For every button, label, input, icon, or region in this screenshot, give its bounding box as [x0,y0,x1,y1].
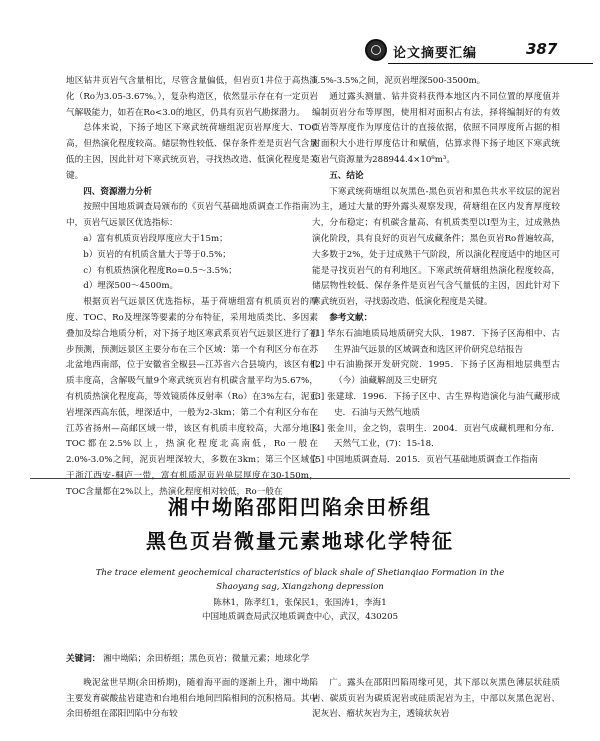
paragraph: 总体来说，下扬子地区下寒武统荷塘组泥页岩厚度大、TOC高，但热演化程度较高。储层物性较低、保存条件差是页岩气含量低的主因，因此针对下寒武统页岩，寻找热改造、低演化程度是关键。 [66,123,318,181]
journal-seal-logo-icon [365,39,387,61]
reference-item: [3] 张建球．1996．下扬子区中、古生界构造演化与油气藏形成史．石油与天然气地质 [312,391,560,418]
paragraph: 1.5%-3.5%之间，泥页岩埋深500-3500m。 [312,76,486,86]
body-left-column [66,676,318,723]
section-heading: 四、资源潜力分析 [83,186,152,197]
paragraph: 晚泥盆世早期(余田桥期)，随着海平面的逐渐上升，湘中坳陷主要发育碳酸盐岩建造和台地相台地间凹陷相间的沉积格局。其中余田桥组在邵阳凹陷中分布较 [66,678,318,719]
english-title [0,566,600,594]
reference-item: [5] 中国地质调查局．2015．页岩气基础地质调查工作指南 [312,455,538,466]
paragraph: 广。露头在邵阳凹陷周缘可见，其下部以灰黑色薄层状硅质岩、碳质页岩为碳质泥岩或硅质泥岩为主，中部以灰黑色泥岩、泥灰岩、瘤状灰岩为主，透镜状灰岩 [312,678,560,719]
keywords-line [66,652,556,666]
reference-item: [2] 中石油勘探开发研究院．1995．下扬子区海相地层典型古（今）油藏解剖及三史研究 [312,360,560,387]
header-rule [388,63,593,64]
body-right-column [312,676,560,723]
paragraph: 根据页岩气远景区优选指标，基于荷塘组富有机质页岩的厚度、TOC、Ro及埋深等要素的分布特征，采用地质类比、多因素叠加及综合地质分析，对下扬子地区寒武系页岩气远景区进行了初步预测，预测远景区主要分布在三个区域：第一个有利区分布在苏北盆地西南部，位于安徽省全椒县—江苏省六合县境内，该区有机质丰度高，含解吸气量9个寒武统页岩有机碳含量平均为5.67%，有机质热演化程度高，等效镜质体反射率（Ro）在3%左右，泥页岩埋深西高东低，埋深适中，一般为2-3km；第二个有利区分布在江苏省扬州—高邮区域一带，该区有机质丰度较高，大部分地区TOC都在2.5%以上，热演化程度北高南低，Ro一般在2.0%-3.0%之间，泥页岩埋深较大，多数在3km；第三个区域位于浙江西安-桐庐一带，富有机质泥页岩单层厚度在30-150m，TOC含量都在2%以上，热演化程度相对较低，Ro一般在 [66,297,318,497]
page-header [0,0,600,64]
running-header-title: 论文摘要汇编 [393,46,478,61]
article-title-block [0,490,600,624]
criteria-item: b）页岩的有机质含量大于等于0.5%； [83,249,231,260]
page-number: 387 [526,40,558,58]
right-column [312,74,560,469]
section-divider [30,478,570,479]
keywords-text: 湘中坳陷；余田桥组；黑色页岩；微量元素；地球化学 [103,654,310,664]
english-title-line-2: Shaoyang sag, Xiangzhong depression [216,582,384,592]
article-title-line-2: 黑色页岩微量元素地球化学特征 [146,529,454,553]
references-heading: 参考文献： [329,312,373,323]
reference-item: [1] 华东石油地质局地质研究大队．1987．下扬子区海相中、古生界油气远景的区域调查和选区评价研究总结报告 [312,328,560,355]
criteria-item: a）富有机质页岩段厚度应大于15m； [83,233,228,244]
affiliation: 中国地质调查局武汉地质调查中心，武汉，430205 [201,612,399,622]
paragraph: 下寒武统荷塘组以灰黑色-黑色页岩和黑色共水平纹层的泥岩为主，通过大量的野外露头观察发现，荷塘组在区内发育厚度较大，分布稳定；有机碳含量高、有机质类型以Ⅰ型为主，过成熟热演化阶段，具有良好的页岩气成藏条件；黑色页岩Ro普遍较高，大多数于2%，处于过成熟干气阶段，所以演化程度适中的地区可能是寻找页岩气的有利地区。下寒武统荷塘组热演化程度较高，储层物性较低、保存条件是页岩气含气量低的主因，因此针对下寒武统页岩，寻找弱改造、低演化程度是关键。 [312,186,560,308]
left-column [66,74,318,501]
criteria-item: d）埋深500～4500m。 [83,281,179,292]
english-title-line-1: The trace element geochemical characteristics of black shale of Shetianqiao Formation in the [95,568,505,578]
reference-item: [4] 张金川，金之钧，袁明生．2004．页岩气成藏机理和分布．天然气工业，(7)：15-18． [312,423,560,450]
paragraph: 按照中国地质调查局颁布的《页岩气基础地质调查工作指南》中，页岩气远景区优选指标： [66,202,318,229]
paragraph: 地区钻井页岩气含量相比，尽管含量偏低，但岩页1井位于高热演化（Ro为3.05-3.67%。），复杂构造区，依然显示存在有一定页岩气解吸能力，如若在Ro<3.0的地区，仍具有页岩气勘探潜力。 [66,76,318,118]
keywords-label: 关键词： [66,654,101,664]
article-title-line-1: 湘中坳陷邵阳凹陷余田桥组 [168,495,432,519]
section-heading: 五、结论 [329,170,364,181]
authors: 陈林1，陈孝红1，张保民1，张国涛1，李海1 [213,598,387,608]
paragraph: 通过露头测量、钻井资料获得本地区内不同位置的厚度值并编制页岩分布等厚图，使用相对面积占有法，择将编制好的有效页岩等厚度作为厚度估计的直接依据，依照不同厚度所占据的相对面积大小进行厚度估计和赋值，估算求得下扬子地区下寒武统页岩气资源量为288944.4×10⁸m³。 [312,91,560,165]
criteria-item: c）有机质热演化程度Ro=0.5～3.5%； [83,265,237,276]
